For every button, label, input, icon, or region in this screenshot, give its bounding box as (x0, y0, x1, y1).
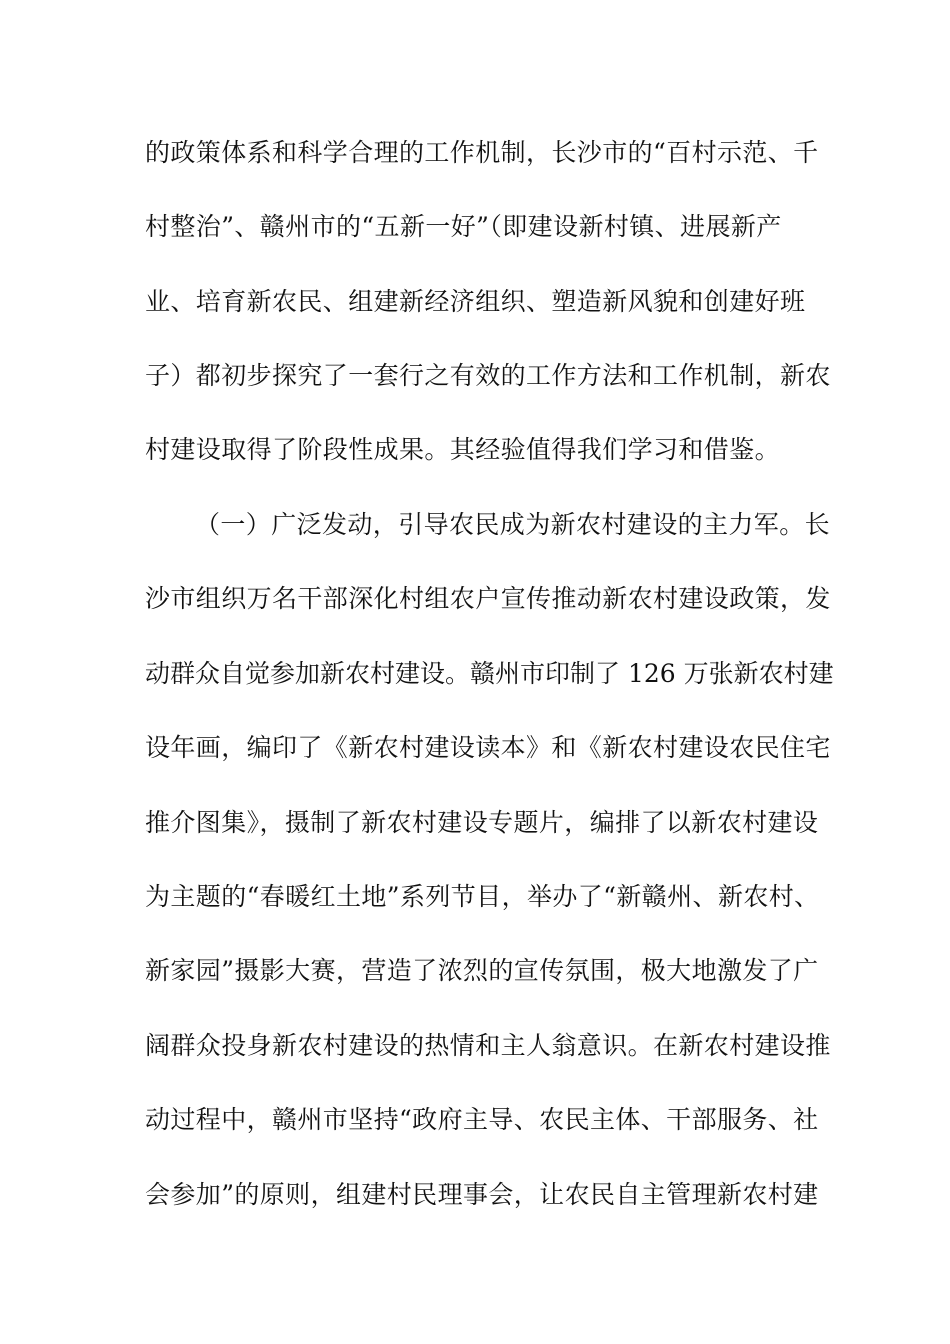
text-line-14: 动过程中，赣州市坚持“政府主导、农民主体、干部服务、社 (145, 1105, 819, 1134)
text-line-9: 设年画，编印了《新农村建设读本》和《新农村建设农民住宅 (145, 733, 831, 762)
text-line-12: 新家园”摄影大赛，营造了浓烈的宣传氛围，极大地激发了广 (145, 956, 819, 985)
text-line-2: 村整治”、赣州市的“五新一好”（即建设新村镇、进展新产 (145, 212, 782, 241)
text-line-15: 会参加”的原则，组建村民理事会，让农民自主管理新农村建 (145, 1180, 819, 1209)
text-line-1: 的政策体系和科学合理的工作机制，长沙市的“百村示范、千 (145, 138, 819, 167)
text-line-5: 村建设取得了阶段性成果。其经验值得我们学习和借鉴。 (145, 435, 781, 464)
text-line-6: （一）广泛发动，引导农民成为新农村建设的主力军。长 (195, 510, 831, 539)
text-line-10: 推介图集》，摄制了新农村建设专题片，编排了以新农村建设 (145, 808, 819, 837)
text-line-13: 阔群众投身新农村建设的热情和主人翁意识。在新农村建设推 (145, 1031, 831, 1060)
text-line-8: 动群众自觉参加新农村建设。赣州市印制了 126 万张新农村建 (145, 659, 834, 688)
text-line-7: 沙市组织万名干部深化村组农户宣传推动新农村建设政策，发 (145, 584, 831, 613)
text-line-11: 为主题的“春暖红土地”系列节目，举办了“新赣州、新农村、 (145, 882, 820, 911)
text-line-3: 业、培育新农民、组建新经济组织、塑造新风貌和创建好班 (145, 287, 806, 316)
text-line-4: 子）都初步探究了一套行之有效的工作方法和工作机制，新农 (145, 361, 831, 390)
